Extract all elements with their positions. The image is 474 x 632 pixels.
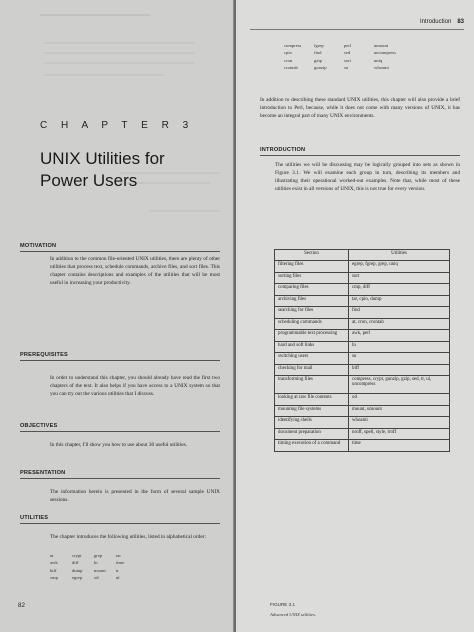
table-row	[275, 284, 450, 296]
section-rule	[20, 360, 220, 361]
utility-word: cpio	[284, 50, 292, 56]
table-cell-utilities: find	[349, 307, 450, 319]
section-text-utilities: The chapter introduces the following utilities, listed in alphabetical order:	[50, 534, 206, 540]
utilities-table	[274, 249, 450, 452]
section-heading-introduction: INTRODUCTION	[260, 147, 306, 153]
section-heading-motivation: MOTIVATION	[20, 243, 57, 249]
table-cell-section: filtering files	[275, 261, 349, 273]
table-row	[275, 353, 450, 365]
utility-word: whoami	[374, 64, 389, 70]
table-cell-utilities: ln	[349, 341, 450, 353]
utility-word: egrep	[72, 574, 83, 580]
table-row	[275, 261, 450, 273]
table-cell-utilities: cmp, diff	[349, 284, 450, 296]
table-row	[275, 428, 450, 440]
page-number-right: 83	[457, 19, 464, 25]
utility-word: uncompress	[374, 50, 396, 56]
section-heading-objectives: OBJECTIVES	[20, 423, 58, 429]
section-rule	[20, 478, 220, 479]
table-cell-section: timing execution of a command	[275, 440, 349, 452]
figure-caption: Advanced UNIX utilities.	[270, 612, 317, 617]
introduction-text: The utilities we will be discussing may be logically grouped into sets as shown in Figure 3.1. We will examine each group in turn, describing its members and illustrating their operational worked-out examples. Note that, while most of these utilities exist in all versions of UNIX, this is not true for every version.	[275, 162, 460, 192]
section-rule	[20, 523, 220, 524]
section-heading-utilities: UTILITIES	[20, 515, 49, 521]
utility-word: cmp	[50, 574, 58, 580]
table-row	[275, 417, 450, 429]
table-row	[275, 405, 450, 417]
utility-word: perl	[344, 43, 352, 48]
utility-word: crypt	[72, 553, 82, 558]
table-cell-utilities: awk, perl	[349, 330, 450, 342]
table-cell-section: switching users	[275, 353, 349, 365]
table-cell-utilities: mount, umount	[349, 405, 450, 417]
table-cell-section: hard and soft links	[275, 341, 349, 353]
table-row	[275, 394, 450, 406]
utility-word: tr	[116, 567, 119, 573]
table-header-utilities: Utilities	[349, 250, 450, 261]
utility-word: uniq	[374, 57, 383, 63]
utility-word: umount	[374, 43, 389, 48]
table-cell-section: scheduling commands	[275, 318, 349, 330]
table-row	[275, 272, 450, 284]
utility-word: biff	[50, 567, 57, 573]
table-row	[275, 440, 450, 452]
table-cell-utilities: at, cron, crontab	[349, 318, 450, 330]
section-rule	[260, 155, 460, 156]
section-rule	[20, 431, 220, 432]
table-cell-section: looking at raw file contents	[275, 394, 349, 406]
table-cell-section: transforming files	[275, 376, 349, 394]
utility-word: grep	[94, 553, 103, 558]
table-cell-section: document preparation	[275, 428, 349, 440]
utility-word: at	[50, 553, 54, 558]
running-head	[420, 19, 464, 25]
table-row	[275, 330, 450, 342]
section-rule	[20, 251, 220, 252]
chapter-title: UNIX Utilities for Power Users	[40, 149, 165, 190]
utility-word: diff	[72, 560, 79, 566]
table-cell-utilities: od	[349, 394, 450, 406]
utility-word: ul	[116, 574, 120, 580]
table-header-section: Section	[275, 250, 349, 261]
utility-word: awk	[50, 560, 58, 566]
table-cell-utilities: time	[349, 440, 450, 452]
table-cell-utilities: tar, cpio, dump	[349, 295, 450, 307]
table-row	[275, 341, 450, 353]
utility-word: cron	[284, 57, 293, 63]
table-cell-section: programmable text processing	[275, 330, 349, 342]
chapter-label: C H A P T E R 3	[40, 120, 194, 131]
table-cell-utilities: nroff, spell, style, troff	[349, 428, 450, 440]
utility-word: find	[314, 50, 322, 56]
table-cell-utilities: su	[349, 353, 450, 365]
table-cell-utilities: sort	[349, 272, 450, 284]
page-number-left: 82	[18, 602, 25, 609]
table-row	[275, 307, 450, 319]
section-text-presentation: The information herein is presented in the form of several sample UNIX sessions.	[50, 489, 220, 503]
utility-word: od	[94, 574, 99, 580]
table-cell-section: identifying shells	[275, 417, 349, 429]
table-cell-utilities: egrep, fgrep, grep, uniq	[349, 261, 450, 273]
utility-word: dump	[72, 567, 83, 573]
utility-word: ln	[94, 560, 98, 566]
utility-word: fgrep	[314, 43, 324, 48]
utility-word: compress	[284, 43, 302, 48]
table-row	[275, 364, 450, 376]
table-cell-section: sorting files	[275, 272, 349, 284]
utility-word: sed	[344, 50, 351, 56]
running-head-title: Introduction	[419, 19, 452, 25]
utility-word: gunzip	[314, 64, 327, 70]
header-rule	[250, 29, 464, 30]
table-row	[275, 295, 450, 307]
utility-word: mount	[94, 567, 106, 573]
table-cell-section: searching for files	[275, 307, 349, 319]
utility-word: time	[116, 560, 125, 566]
table-cell-section: comparing files	[275, 284, 349, 296]
section-text-motivation: In addition to the common file-oriented UNIX utilities, there are plenty of other utilities that process text, schedule commands, archive files, and sort files. This chapter contains descriptions and examples of the utilities that will be most useful in increasing your productivity.	[50, 256, 220, 286]
table-cell-section: checking for mail	[275, 364, 349, 376]
utility-word: su	[344, 64, 349, 70]
section-text-prerequisites: In order to understand this chapter, you should already have read the first two chapters of the text. It also helps if you have access to a UNIX system so that you can try out the various utilities that I discuss.	[50, 375, 220, 397]
table-cell-section: mounting file systems	[275, 405, 349, 417]
table-body	[275, 261, 450, 452]
table-cell-utilities: whoami	[349, 417, 450, 429]
utility-word: sort	[344, 57, 351, 63]
intro-paragraph: In addition to describing these standard UNIX utilities, this chapter will also provide a brief introduction to Perl, because, while it does not come with many versions of UNIX, it has become an integral part of many UNIX environments.	[260, 97, 460, 119]
table-cell-section: archiving files	[275, 295, 349, 307]
utility-word: crontab	[284, 64, 298, 70]
section-heading-prerequisites: PREREQUISITES	[20, 352, 68, 358]
utility-word: gzip	[314, 57, 322, 63]
section-text-objectives: In this chapter, I'll show you how to use about 30 useful utilities.	[50, 442, 187, 448]
figure-label: FIGURE 3.1	[270, 602, 296, 607]
utilities-list-left	[50, 553, 138, 581]
utility-word: tar	[116, 553, 121, 558]
section-heading-presentation: PRESENTATION	[20, 470, 66, 476]
table-header-row	[275, 250, 450, 261]
utilities-list-right	[284, 43, 410, 71]
table-row	[275, 318, 450, 330]
table-cell-utilities: compress, crypt, gunzip, gzip, sed, tr, ul, uncompress	[349, 376, 450, 394]
table-cell-utilities: biff	[349, 364, 450, 376]
table-row	[275, 376, 450, 394]
